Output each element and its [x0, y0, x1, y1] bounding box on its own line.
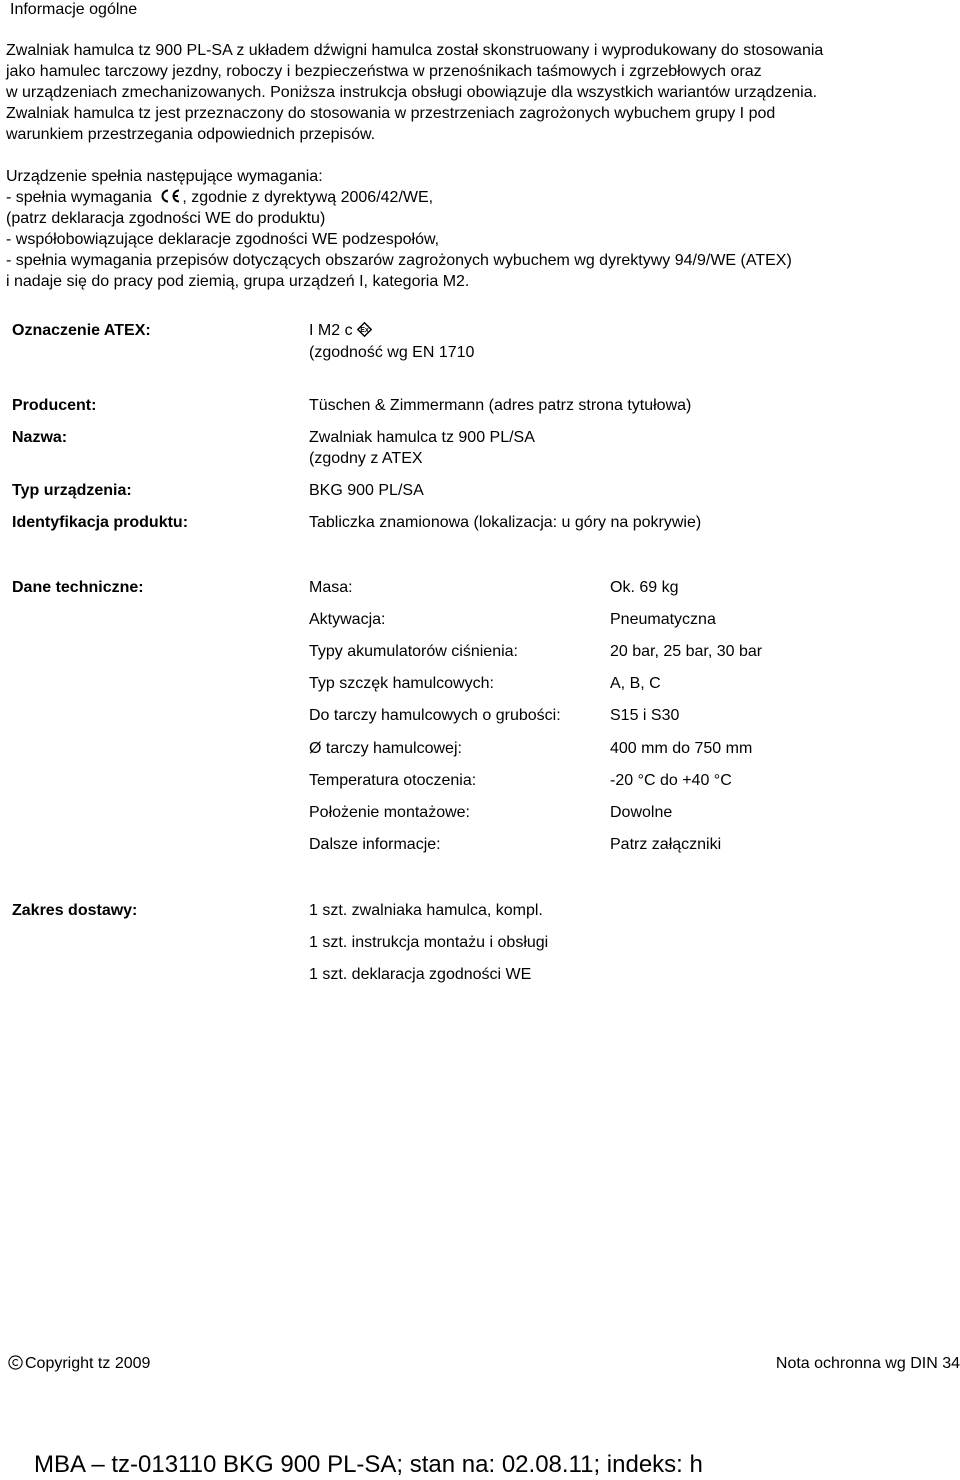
- atex-label: Oznaczenie ATEX:: [12, 322, 151, 339]
- document-id: MBA – tz-013110 BKG 900 PL-SA; stan na: 02.08.11; indeks: h: [34, 1451, 703, 1478]
- device-type-value: BKG 900 PL/SA: [309, 482, 424, 499]
- tech-key: Ø tarczy hamulcowej:: [309, 740, 462, 757]
- requirements-ce-after: , zgodnie z dyrektywą 2006/42/WE,: [182, 189, 434, 206]
- delivery-item: 1 szt. instrukcja montażu i obsługi: [309, 934, 549, 951]
- svg-text:Ex: Ex: [360, 327, 369, 335]
- tech-value: A, B, C: [610, 675, 661, 692]
- intro-line: Zwalniak hamulca tz 900 PL-SA z układem dźwigni hamulca został skonstruowany i wyprodukowany do stosowania: [6, 42, 824, 59]
- delivery-item: 1 szt. deklaracja zgodności WE: [309, 966, 532, 983]
- requirements-paragraph: [6, 166, 956, 292]
- atex-marking: I M2 c: [309, 322, 353, 339]
- ex-mark-icon: [357, 322, 372, 337]
- tech-key: Masa:: [309, 579, 353, 596]
- intro-paragraph: [6, 40, 956, 145]
- intro-line: Zwalniak hamulca tz jest przeznaczony do stosowania w przestrzeniach zagrożonych wybuchem grupy I pod: [6, 105, 776, 122]
- delivery-label: Zakres dostawy:: [12, 902, 138, 919]
- tech-key: Położenie montażowe:: [309, 804, 470, 821]
- atex-value: [309, 320, 372, 341]
- producer-value: Tüschen & Zimmermann (adres patrz strona tytułowa): [309, 397, 692, 414]
- delivery-item: 1 szt. zwalniaka hamulca, kompl.: [309, 902, 543, 919]
- name-value: Zwalniak hamulca tz 900 PL/SA: [309, 429, 535, 446]
- requirements-line: i nadaje się do pracy pod ziemią, grupa urządzeń I, kategoria M2.: [6, 273, 470, 290]
- tech-value: S15 i S30: [610, 707, 680, 724]
- name-value-note: (zgodny z ATEX: [309, 450, 423, 467]
- copyright-icon: [8, 1355, 23, 1370]
- requirements-ce-before: - spełnia wymagania: [6, 189, 152, 206]
- tech-key: Typ szczęk hamulcowych:: [309, 675, 494, 692]
- tech-value: Pneumatyczna: [610, 611, 716, 628]
- producer-label: Producent:: [12, 397, 97, 414]
- page-title: Informacje ogólne: [10, 1, 138, 18]
- requirements-ce-line: [6, 187, 956, 208]
- identification-value: Tabliczka znamionowa (lokalizacja: u góry na pokrywie): [309, 514, 702, 531]
- tech-value: -20 °C do +40 °C: [610, 772, 732, 789]
- protection-note: Nota ochronna wg DIN 34: [775, 1355, 960, 1372]
- identification-label: Identyfikacja produktu:: [12, 514, 189, 531]
- requirements-line: (patrz deklaracja zgodności WE do produktu): [6, 210, 326, 227]
- name-label: Nazwa:: [12, 429, 68, 446]
- intro-line: jako hamulec tarczowy jezdny, roboczy i bezpieczeństwa w przenośnikach taśmowych i zgrzebłowych oraz: [6, 63, 762, 80]
- atex-standard: (zgodność wg EN 1710: [309, 344, 475, 361]
- intro-line: w urządzeniach zmechanizowanych. Poniższa instrukcja obsługi obowiązuje dla wszystkich wariantów urządzenia.: [6, 84, 818, 101]
- copyright-notice: [8, 1353, 150, 1374]
- requirements-line: - współobowiązujące deklaracje zgodności WE podzespołów,: [6, 231, 440, 248]
- tech-value: Ok. 69 kg: [610, 579, 679, 596]
- ce-mark-icon: [159, 188, 181, 202]
- copyright-text: Copyright tz 2009: [25, 1355, 151, 1372]
- tech-key: Dalsze informacje:: [309, 836, 441, 853]
- tech-value: 20 bar, 25 bar, 30 bar: [610, 643, 763, 660]
- requirements-line: - spełnia wymagania przepisów dotyczących obszarów zagrożonych wybuchem wg dyrektywy 94/9/WE (ATEX): [6, 252, 792, 269]
- requirements-intro: Urządzenie spełnia następujące wymagania:: [6, 168, 323, 185]
- tech-value: 400 mm do 750 mm: [610, 740, 753, 757]
- tech-key: Do tarczy hamulcowych o grubości:: [309, 707, 561, 724]
- tech-value: Patrz załączniki: [610, 836, 722, 853]
- tech-key: Temperatura otoczenia:: [309, 772, 477, 789]
- tech-value: Dowolne: [610, 804, 673, 821]
- tech-label: Dane techniczne:: [12, 579, 144, 596]
- intro-line: warunkiem przestrzegania odpowiednich przepisów.: [6, 126, 376, 143]
- tech-key: Aktywacja:: [309, 611, 386, 628]
- tech-key: Typy akumulatorów ciśnienia:: [309, 643, 518, 660]
- device-type-label: Typ urządzenia:: [12, 482, 132, 499]
